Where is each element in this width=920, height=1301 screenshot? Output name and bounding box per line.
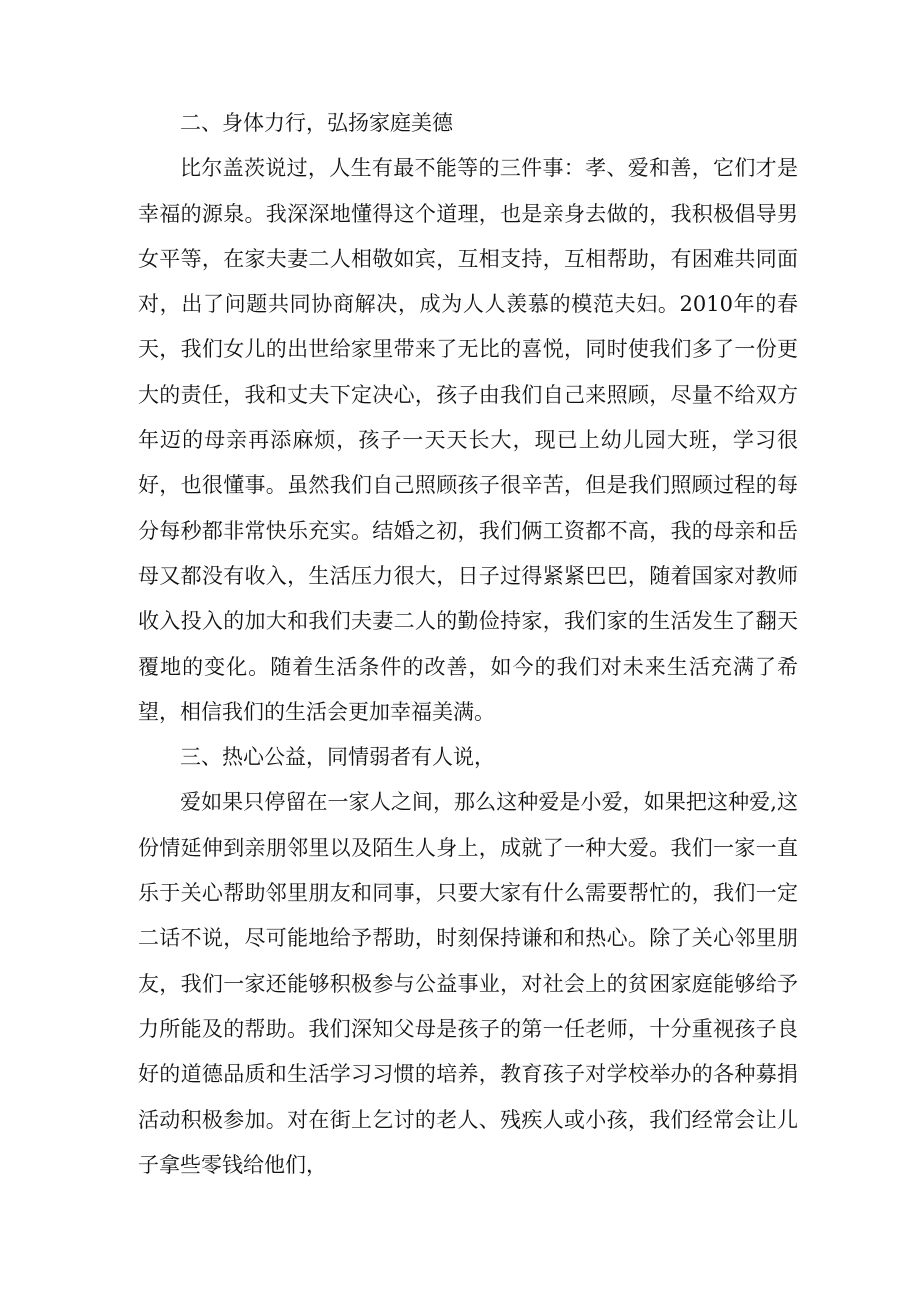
section-heading-3: 三、热心公益，同情弱者有人说， (180, 745, 495, 770)
paragraph-family-virtue: 比尔盖茨说过，人生有最不能等的三件事：孝、爱和善，它们才是幸福的源泉。我深深地懂得这个道理，也是亲身去做的，我积极倡导男女平等，在家夫妻二人相敬如宾，互相支持，互相帮助，有困难共同面对，出了问题共同协商解决，成为人人羡慕的模范夫妇。2010年的春天，我们女儿的出世给家里带来了无比的喜悦，同时使我们多了一份更大的责任，我和丈夫下定决心，孩子由我们自己来照顾，尽量不给双方年迈的母亲再添麻烦，孩子一天天长大，现已上幼儿园大班，学习很好，也很懂事。虽然我们自己照顾孩子很辛苦，但是我们照顾过程的每分每秒都非常快乐充实。结婚之初，我们俩工资都不高，我的母亲和岳母又都没有收入，生活压力很大，日子过得紧紧巴巴，随着国家对教师收入投入的加大和我们夫妻二人的勤俭持家，我们家的生活发生了翻天覆地的变化。随着生活条件的改善，如今的我们对未来生活充满了希望，相信我们的生活会更加幸福美满。 (138, 156, 798, 724)
paragraph-public-welfare: 爱如果只停留在一家人之间，那么这种爱是小爱，如果把这种爱,这份情延伸到亲朋邻里以及陌生人身上，成就了一种大爱。我们一家一直乐于关心帮助邻里朋友和同事，只要大家有什么需要帮忙的，我们一定二话不说，尽可能地给予帮助，时刻保持谦和和热心。除了关心邻里朋友，我们一家还能够积极参与公益事业，对社会上的贫困家庭能够给予力所能及的帮助。我们深知父母是孩子的第一任老师，十分重视孩子良好的道德品质和生活学习习惯的培养，教育孩子对学校举办的各种募捐活动积极参加。对在街上乞讨的老人、残疾人或小孩，我们经常会让儿子拿些零钱给他们， (138, 790, 798, 1177)
document-body (138, 101, 798, 1188)
section-heading-2: 二、身体力行，弘扬家庭美德 (180, 111, 453, 135)
